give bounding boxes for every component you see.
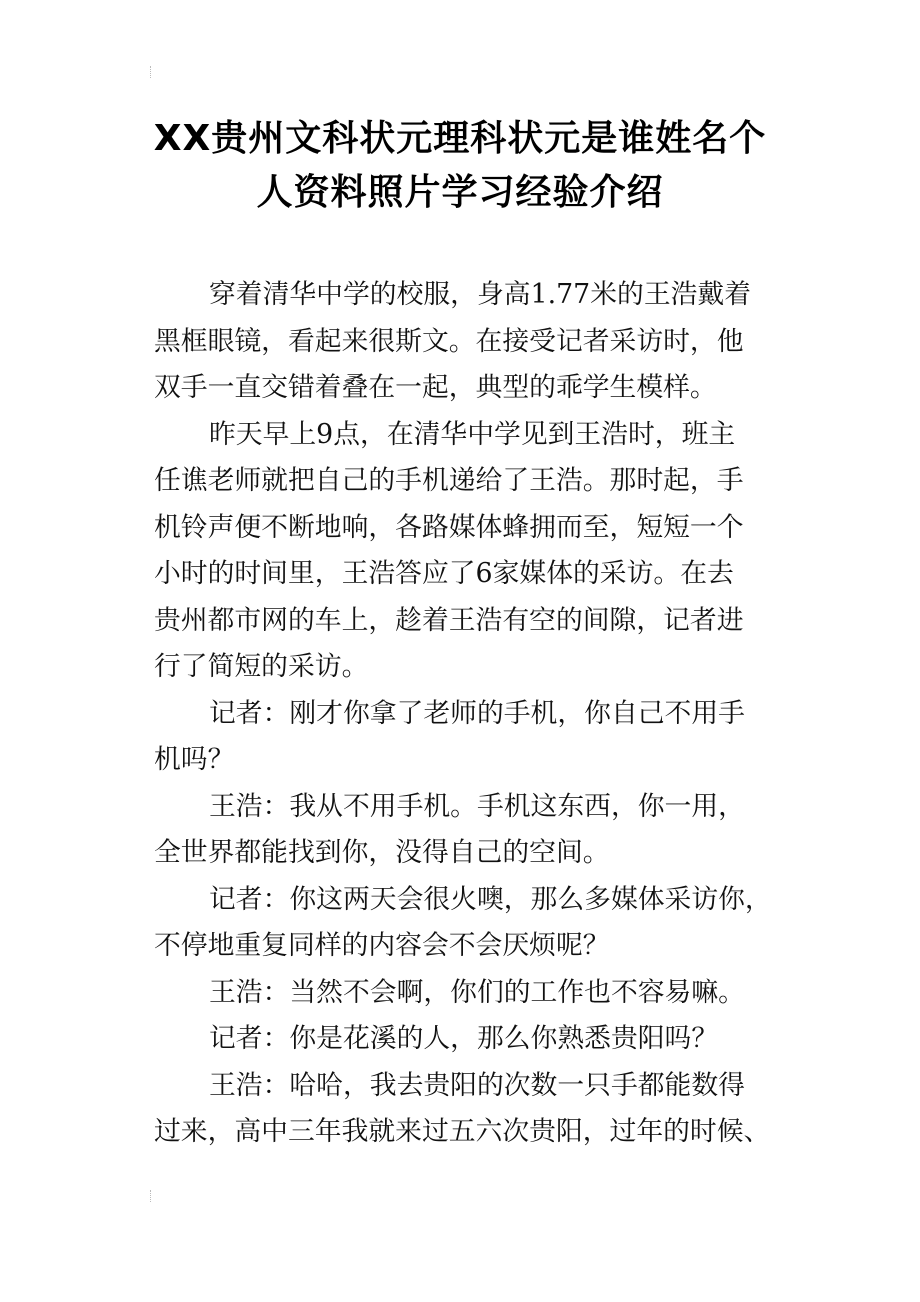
text-line: 不停地重复同样的内容会不会厌烦呢？ (154, 930, 610, 961)
paragraph (154, 1016, 771, 1063)
title-line: XX贵州文科状元理科状元是谁姓名个 (153, 118, 767, 159)
text-line: 贵州都市网的车上，趁着王浩有空的间隙，记者进 (154, 604, 744, 636)
text-line: 记者：你这两天会很火噢，那么多媒体采访你， (209, 883, 772, 915)
text-line: 记者：你是花溪的人，那么你熟悉贵阳吗？ (209, 1023, 719, 1054)
text-line: 行了简短的采访。 (154, 651, 369, 682)
text-line: 机吗？ (154, 744, 235, 775)
text-line: 过来，高中三年我就来过五六次贵阳，过年的时候、 (154, 1116, 771, 1147)
text-line: 王浩：当然不会啊，你们的工作也不容易嘛。 (209, 976, 745, 1008)
text-line: 任谯老师就把自己的手机递给了王浩。那时起，手 (154, 465, 744, 496)
paragraph (154, 1063, 771, 1156)
text-line: 全世界都能找到你，没得自己的空间。 (154, 837, 610, 868)
text-line: 昨天早上9点，在清华中学见到王浩时，班主 (209, 418, 736, 450)
document-body (154, 272, 771, 1156)
paragraph (154, 412, 771, 691)
text-line: 穿着清华中学的校服，身高1.77米的王浩戴着 (209, 279, 752, 310)
paragraph (154, 691, 771, 784)
text-line: 小时的时间里，王浩答应了6家媒体的采访。在去 (154, 558, 734, 589)
text-line: 王浩：哈哈，我去贵阳的次数一只手都能数得 (209, 1069, 745, 1101)
paragraph (154, 272, 771, 412)
corner-mark-bottom (150, 1190, 155, 1202)
text-line: 机铃声便不断地响，各路媒体蜂拥而至，短短一个 (154, 511, 744, 543)
text-line: 记者：刚才你拿了老师的手机，你自己不用手 (209, 697, 745, 729)
paragraph (154, 877, 771, 970)
text-line: 黑框眼镜，看起来很斯文。在接受记者采访时，他 (154, 325, 744, 357)
paragraph (154, 784, 771, 877)
document-title (120, 112, 800, 220)
paragraph (154, 970, 771, 1017)
text-line: 双手一直交错着叠在一起，典型的乖学生模样。 (154, 372, 717, 403)
corner-mark-top (150, 66, 155, 78)
text-line: 王浩：我从不用手机。手机这东西，你一用， (209, 790, 745, 822)
title-line: 人资料照片学习经验介绍 (256, 172, 664, 213)
